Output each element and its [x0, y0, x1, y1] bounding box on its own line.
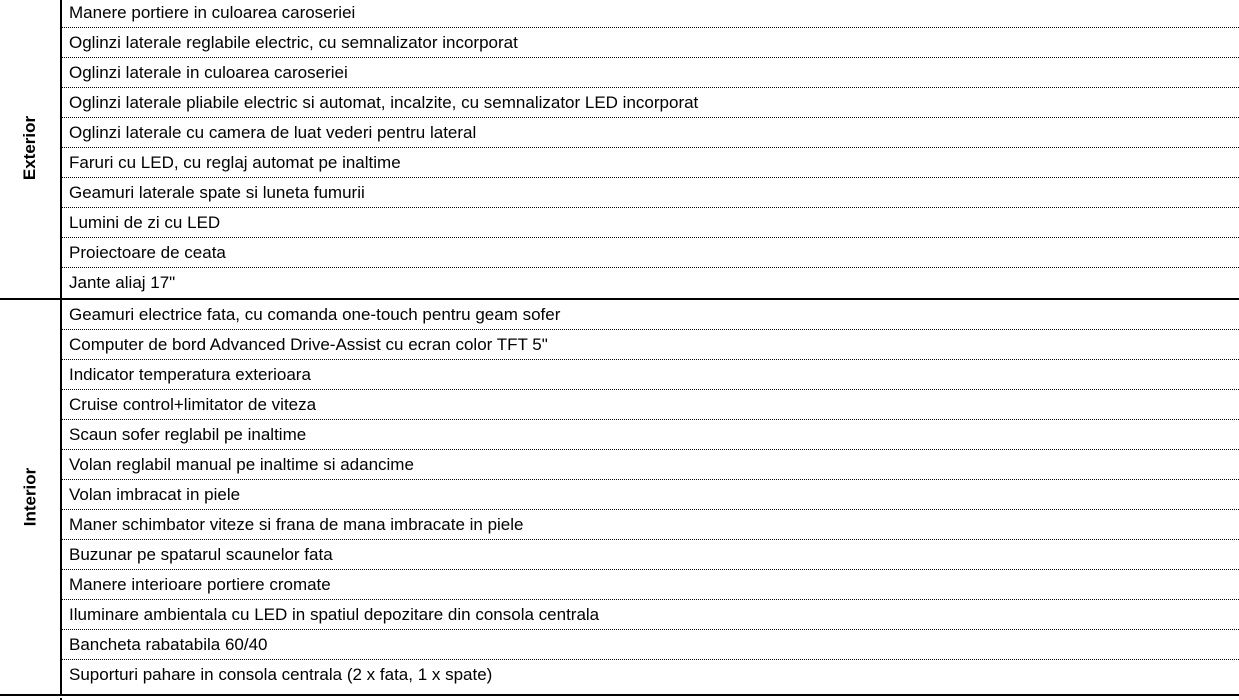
table-row[interactable]: Jante aliaj 17" [69, 273, 176, 292]
category-cell-interior[interactable] [0, 300, 62, 694]
table-row[interactable]: Volan imbracat in piele [62, 480, 1239, 510]
table-row[interactable]: Iluminare ambientala cu LED in spatiul depozitare din consola centrala [62, 600, 1239, 630]
table-row[interactable]: Manere portiere in culoarea caroseriei [62, 0, 1239, 28]
table-row[interactable]: Lumini de zi cu LED [62, 208, 1239, 238]
section-interior [0, 300, 1239, 696]
table-row[interactable]: Manere interioare portiere cromate [62, 570, 1239, 600]
table-row[interactable]: Maner schimbator viteze si frana de mana imbracate in piele [62, 510, 1239, 540]
table-row[interactable]: Scaun sofer reglabil pe inaltime [62, 420, 1239, 450]
table-row[interactable]: Suporturi pahare in consola centrala (2 x fata, 1 x spate) [69, 665, 493, 684]
table-row[interactable]: Geamuri laterale spate si luneta fumurii [62, 178, 1239, 208]
table-row[interactable]: Oglinzi laterale in culoarea caroseriei [62, 58, 1239, 88]
table-row[interactable]: Faruri cu LED, cu reglaj automat pe inaltime [62, 148, 1239, 178]
table-row[interactable]: Bancheta rabatabila 60/40 [62, 630, 1239, 660]
table-row[interactable]: Oglinzi laterale reglabile electric, cu semnalizator incorporat [62, 28, 1239, 58]
table-row[interactable]: Volan reglabil manual pe inaltime si adancime [62, 450, 1239, 480]
table-row[interactable]: Oglinzi laterale pliabile electric si automat, incalzite, cu semnalizator LED incorporat [62, 88, 1239, 118]
table-row[interactable]: Buzunar pe spatarul scaunelor fata [62, 540, 1239, 570]
table-row[interactable]: Computer de bord Advanced Drive-Assist cu ecran color TFT 5" [62, 330, 1239, 360]
category-label: Interior [20, 467, 39, 527]
table-row[interactable]: Proiectoare de ceata [62, 238, 1239, 268]
table-row[interactable]: Cruise control+limitator de viteza [62, 390, 1239, 420]
category-label: Exterior [20, 115, 39, 181]
table-row[interactable]: Geamuri electrice fata, cu comanda one-touch pentru geam sofer [62, 300, 1239, 330]
interior-rows [62, 300, 1239, 690]
category-cell-exterior[interactable] [0, 0, 62, 298]
section-exterior [0, 0, 1239, 300]
table-row[interactable]: Indicator temperatura exterioara [62, 360, 1239, 390]
table-row[interactable]: Oglinzi laterale cu camera de luat vederi pentru lateral [62, 118, 1239, 148]
exterior-rows [62, 0, 1239, 298]
